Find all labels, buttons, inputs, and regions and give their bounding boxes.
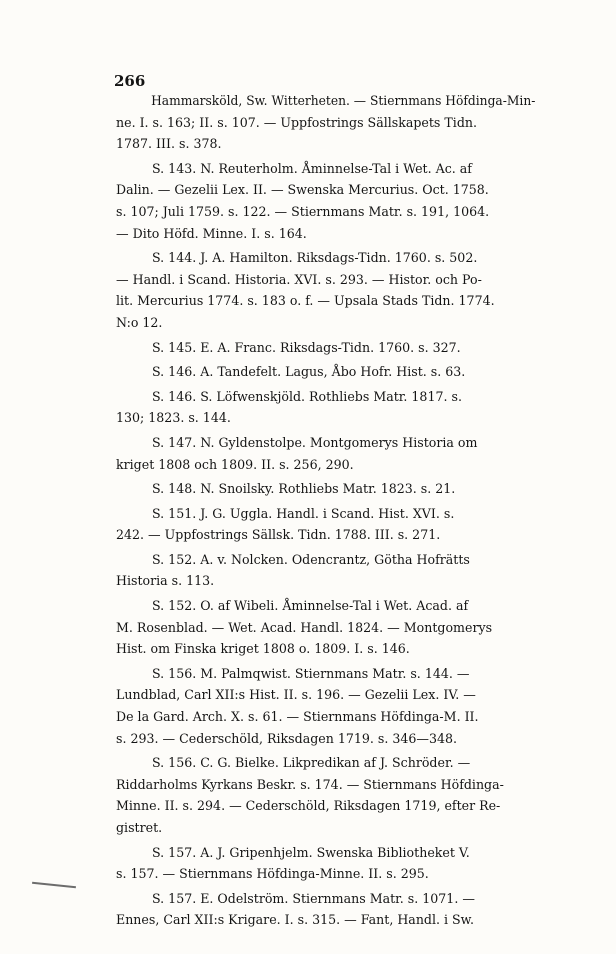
text-line: Dalin. — Gezelii Lex. II. — Swenska Mercurius. Oct. 1758. <box>116 182 489 198</box>
text-line: S. 151. J. G. Uggla. Handl. i Scand. Hist. XVI. s. <box>152 505 455 521</box>
text-line: Ennes, Carl XII:s Krigare. I. s. 315. — Fant, Handl. i Sw. <box>116 912 474 928</box>
text-line: Hammarsköld, Sw. Witterheten. — Stiernmans Höfdinga-Min- <box>151 93 536 108</box>
reference-list <box>116 90 572 934</box>
text-line: s. 293. — Cederschöld, Riksdagen 1719. s. 346—348. <box>116 730 458 746</box>
reference-entry <box>116 549 572 592</box>
text-line: Minne. II. s. 294. — Cederschöld, Riksdagen 1719, efter Re- <box>116 798 501 814</box>
reference-entry <box>116 478 572 500</box>
text-line: De la Gard. Arch. X. s. 61. — Stiernmans Höfdinga-M. II. <box>116 709 479 725</box>
text-line: Lundblad, Carl XII:s Hist. II. s. 196. — Gezelii Lex. IV. — <box>116 687 476 703</box>
text-line: S. 143. N. Reuterholm. Åminnelse-Tal i Wet. Ac. af <box>152 160 472 176</box>
text-line: kriget 1808 och 1809. II. s. 256, 290. <box>116 456 354 472</box>
reference-entry <box>116 595 572 660</box>
reference-entry <box>116 503 572 546</box>
text-line: S. 145. E. A. Franc. Riksdags-Tidn. 1760. s. 327. <box>152 339 461 355</box>
reference-entry <box>116 247 572 333</box>
reference-entry <box>116 432 572 475</box>
text-line: — Handl. i Scand. Historia. XVI. s. 293. — Histor. och Po- <box>116 271 482 287</box>
text-line: S. 147. N. Gyldenstolpe. Montgomerys Historia om <box>152 434 478 450</box>
reference-entry <box>116 361 572 383</box>
reference-entry <box>116 888 572 931</box>
reference-entry <box>116 663 572 749</box>
text-line: Historia s. 113. <box>116 573 215 589</box>
text-line: gistret. <box>116 820 163 835</box>
text-line: S. 146. S. Löfwenskjöld. Rothliebs Matr. 1817. s. <box>152 388 462 404</box>
text-line: S. 156. C. G. Bielke. Likpredikan af J. Schröder. — <box>152 755 471 771</box>
text-line: S. 144. J. A. Hamilton. Riksdags-Tidn. 1760. s. 502. <box>152 250 478 266</box>
text-line: ne. I. s. 163; II. s. 107. — Uppfostrings Sällskapets Tidn. <box>116 114 478 130</box>
reference-entry <box>116 386 572 429</box>
text-line: 242. — Uppfostrings Sällsk. Tidn. 1788. III. s. 271. <box>116 527 441 543</box>
text-line: S. 157. A. J. Gripenhjelm. Swenska Bibliotheket V. <box>152 844 470 860</box>
reference-entry <box>116 90 572 155</box>
text-line: Riddarholms Kyrkans Beskr. s. 174. — Stiernmans Höfdinga- <box>116 776 504 792</box>
text-line: S. 152. O. af Wibeli. Åminnelse-Tal i Wet. Acad. af <box>152 598 469 614</box>
text-line: lit. Mercurius 1774. s. 183 o. f. — Upsala Stads Tidn. 1774. <box>116 293 495 309</box>
text-line: M. Rosenblad. — Wet. Acad. Handl. 1824. — Montgomerys <box>116 619 493 635</box>
text-line: S. 152. A. v. Nolcken. Odencrantz, Götha Hofrätts <box>152 551 470 567</box>
reference-entry <box>116 752 572 838</box>
text-line: s. 157. — Stiernmans Höfdinga-Minne. II. s. 295. <box>116 866 429 882</box>
text-line: s. 107; Juli 1759. s. 122. — Stiernmans Matr. s. 191, 1064. <box>116 203 490 219</box>
page-number: 266 <box>114 72 146 90</box>
text-line: S. 157. E. Odelström. Stiernmans Matr. s. 1071. — <box>152 890 475 906</box>
pen-mark <box>32 882 76 889</box>
text-line: S. 156. M. Palmqwist. Stiernmans Matr. s. 144. — <box>152 665 470 681</box>
text-line: S. 146. A. Tandefelt. Lagus, Åbo Hofr. Hist. s. 63. <box>152 364 466 380</box>
reference-entry <box>116 337 572 359</box>
reference-entry <box>116 158 572 244</box>
text-line: 130; 1823. s. 144. <box>116 410 231 426</box>
text-line: S. 148. N. Snoilsky. Rothliebs Matr. 1823. s. 21. <box>152 481 456 497</box>
text-line: N:o 12. <box>116 314 163 330</box>
text-line: 1787. III. s. 378. <box>116 136 222 152</box>
text-line: — Dito Höfd. Minne. I. s. 164. <box>116 225 307 241</box>
reference-entry <box>116 842 572 885</box>
text-line: Hist. om Finska kriget 1808 o. 1809. I. s. 146. <box>116 641 410 657</box>
